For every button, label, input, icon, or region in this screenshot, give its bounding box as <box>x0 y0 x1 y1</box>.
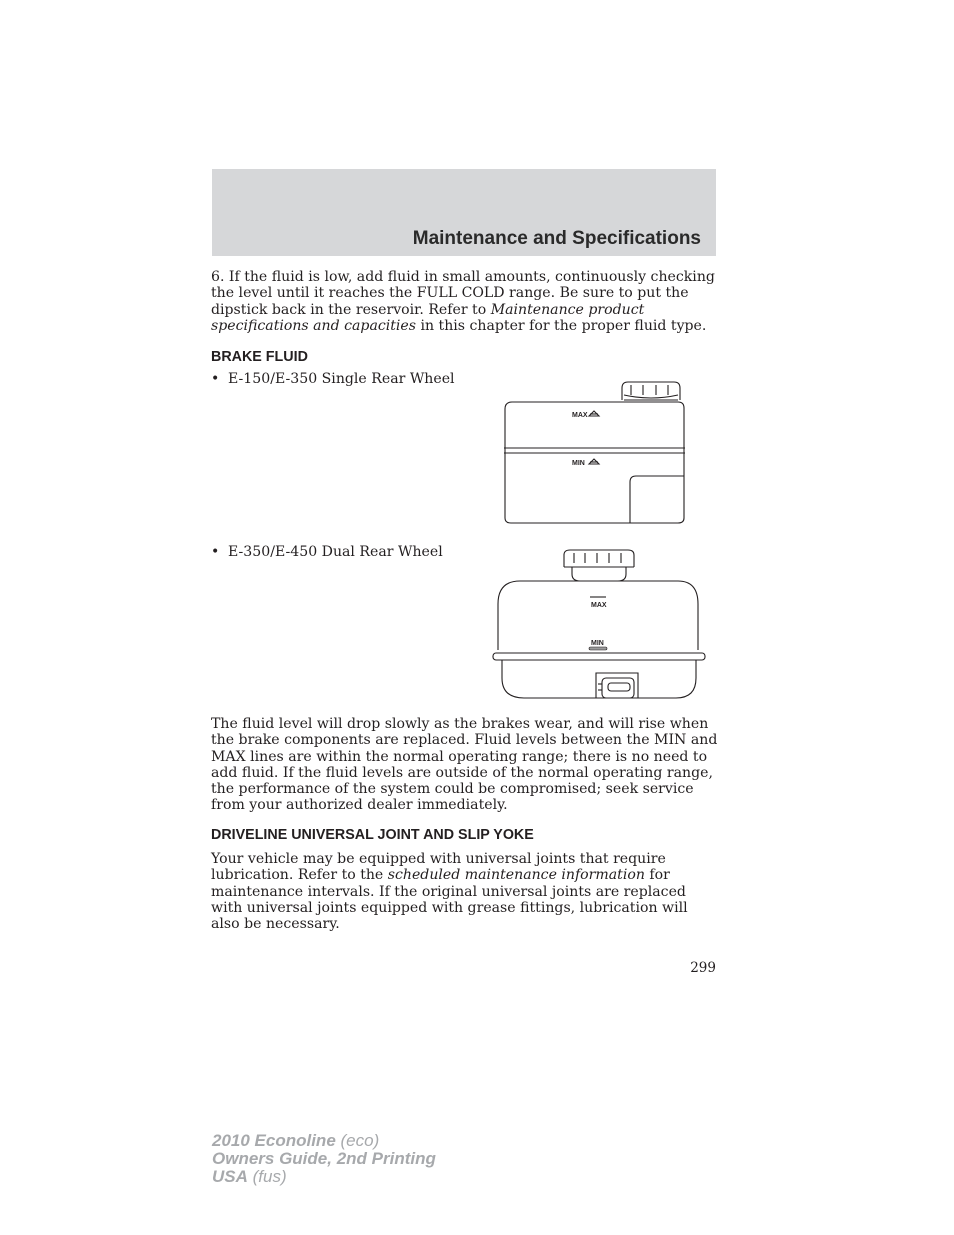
step-6-text-end: in this chapter for the proper fluid type. <box>416 317 707 334</box>
footer-line-3 <box>212 1168 436 1186</box>
min-mark-label: MIN <box>572 460 585 467</box>
driveline-text-end: for maintenance intervals. If the original universal joints are replaced with universal joints equipped with grease fittings, lubrication will also be necessary. <box>211 867 688 933</box>
max-mark-label: MAX <box>572 412 588 419</box>
driveline-text: Your vehicle may be equipped with universal joints that require lubrication. Refer to the <box>211 851 666 884</box>
page-number: 299 <box>690 960 716 976</box>
section-title: Maintenance and Specifications <box>412 228 701 249</box>
step-6-paragraph <box>211 269 719 334</box>
bullet-glyph: • <box>211 371 220 387</box>
step-6-reference: Maintenance product specifications and capacities <box>211 301 645 334</box>
step-6-text: 6. If the fluid is low, add fluid in small amounts, continuously checking the level until it reaches the FULL COLD range. Be sure to put the dipstick back in the reservoir. Refer to <box>211 269 715 318</box>
bullet-glyph: • <box>211 544 220 560</box>
single-rear-wheel-reservoir-illustration <box>500 378 690 528</box>
list-item <box>211 371 455 387</box>
driveline-heading: DRIVELINE UNIVERSAL JOINT AND SLIP YOKE <box>211 827 534 843</box>
max-mark-label: MAX <box>591 602 607 609</box>
driveline-reference: scheduled maintenance information <box>387 867 645 884</box>
footer-line-1 <box>212 1132 436 1150</box>
list-item <box>211 544 443 560</box>
footer-line-2: Owners Guide, 2nd Printing <box>212 1149 436 1168</box>
dual-rear-wheel-reservoir-illustration <box>490 546 708 704</box>
min-mark-label: MIN <box>591 640 604 647</box>
driveline-paragraph <box>211 851 719 932</box>
footer-market-code: (fus) <box>247 1167 287 1186</box>
footer-model: 2010 Econoline <box>212 1131 336 1150</box>
footer-model-code: (eco) <box>335 1131 380 1150</box>
footer-market: USA <box>212 1167 248 1186</box>
list-item-label: E-350/E-450 Dual Rear Wheel <box>228 544 443 560</box>
section-header-band <box>212 169 716 256</box>
list-item-label: E-150/E-350 Single Rear Wheel <box>228 371 455 387</box>
brake-fluid-heading: BRAKE FLUID <box>211 349 308 365</box>
brake-fluid-paragraph: The fluid level will drop slowly as the brakes wear, and will rise when the brake components are replaced. Fluid levels between the MIN and MAX lines are within the normal operating range; there is no need to add fluid. If the fluid levels are outside of the normal operating range, the performance of the system could be compromised; seek service from your authorized dealer immediately. <box>211 716 718 814</box>
footer <box>212 1132 436 1186</box>
